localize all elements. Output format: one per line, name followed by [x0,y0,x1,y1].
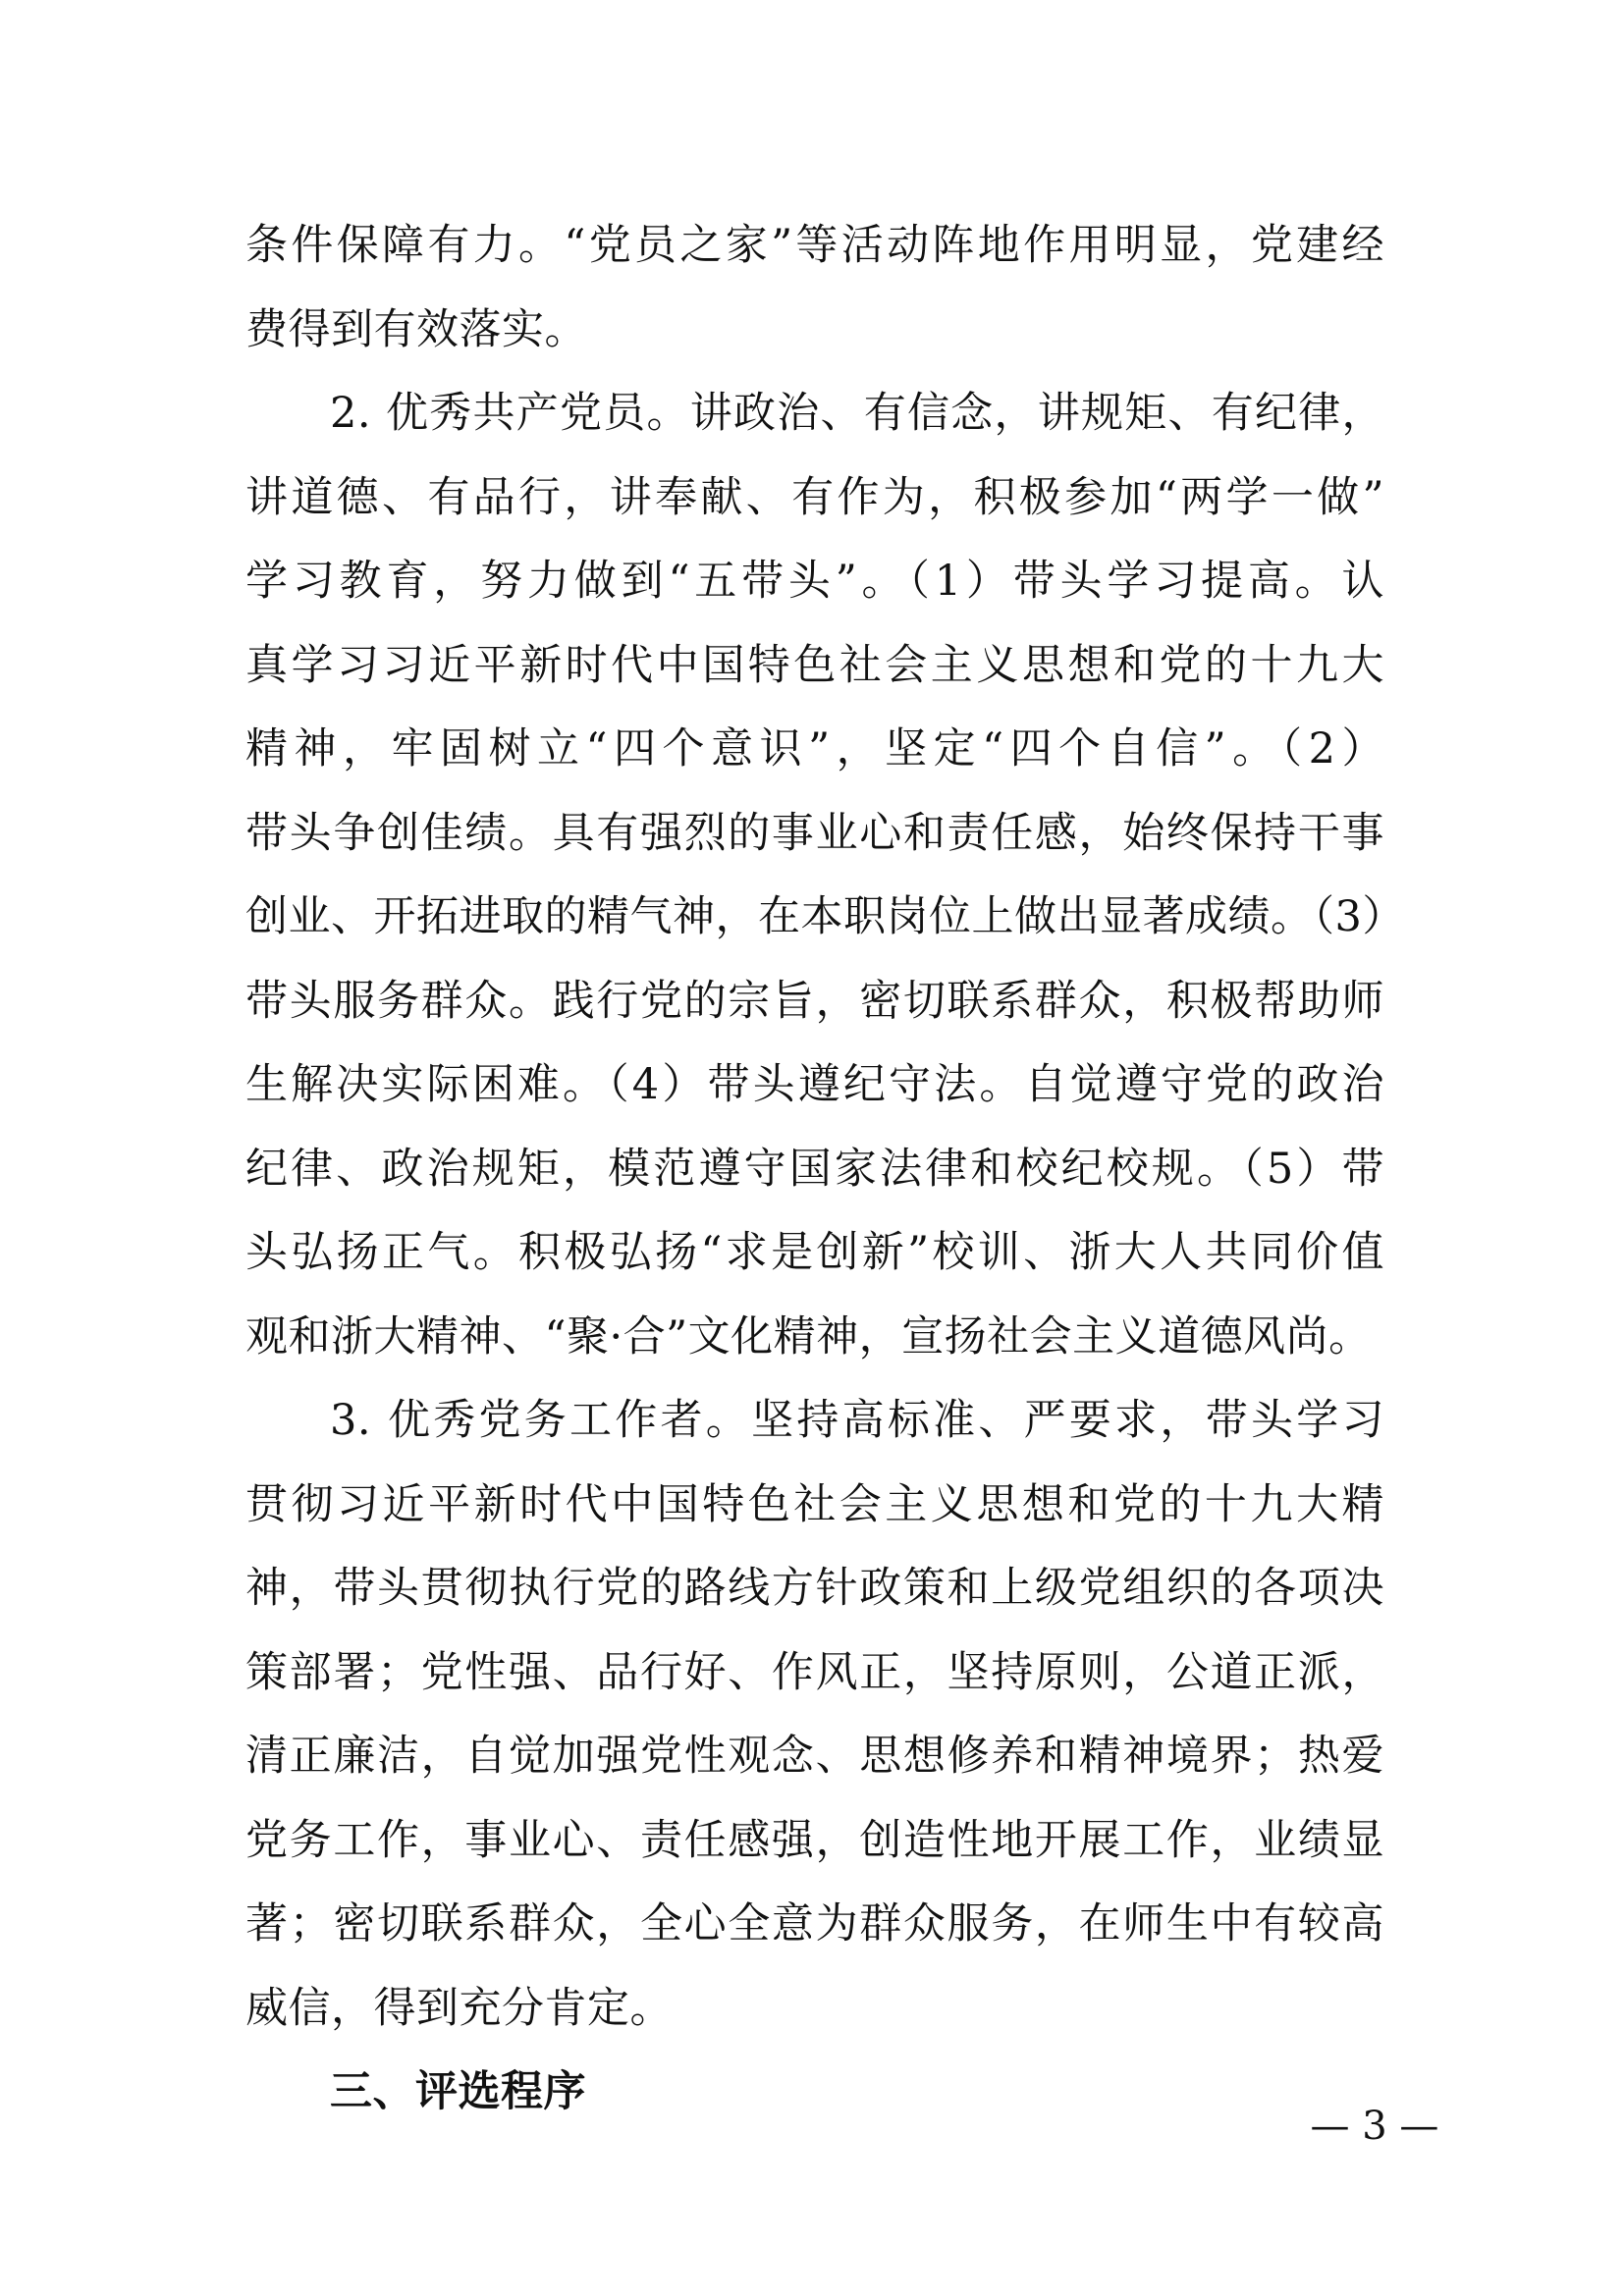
text-line: 创业、开拓进取的精气神，在本职岗位上做出显著成绩。（3） [245,892,1405,941]
text-line: 带头服务群众。践行党的宗旨，密切联系群众，积极帮助师 [245,976,1384,1026]
text-line: 策部署；党性强、品行好、作风正，坚持原则，公道正派， [245,1647,1384,1697]
text-line: 头弘扬正气。积极弘扬“求是创新”校训、浙大人共同价值 [245,1228,1384,1277]
text-line: 神，带头贯彻执行党的路线方针政策和上级党组织的各项决 [245,1564,1384,1613]
text-line: 著；密切联系群众，全心全意为群众服务，在师生中有较高 [245,1899,1384,1949]
paragraph-3-start: 3. 优秀党务工作者。坚持高标准、严要求，带头学习 [330,1396,1384,1445]
text-line: 学习教育，努力做到“五带头”。（1）带头学习提高。认 [245,557,1384,606]
text-line: 纪律、政治规矩，模范遵守国家法律和校纪校规。（5）带 [245,1144,1384,1194]
text-line: 费得到有效落实。 [245,304,587,354]
page-number: — 3 — [1310,2104,1439,2149]
text-line: 清正廉洁，自觉加强党性观念、思想修养和精神境界；热爱 [245,1732,1384,1781]
text-line: 生解决实际困难。（4）带头遵纪守法。自觉遵守党的政治 [245,1060,1384,1109]
text-line: 观和浙大精神、“聚·合”文化精神，宣扬社会主义道德风尚。 [245,1311,1372,1362]
section-heading: 三、评选程序 [330,2067,586,2116]
text-line: 条件保障有力。“党员之家”等活动阵地作用明显，党建经 [245,221,1384,270]
text-line: 带头争创佳绩。具有强烈的事业心和责任感，始终保持干事 [245,808,1384,858]
text-line: 威信，得到充分肯定。 [245,1983,673,2033]
paragraph-2-start: 2. 优秀共产党员。讲政治、有信念，讲规矩、有纪律， [330,389,1384,438]
text-line: 讲道德、有品行，讲奉献、有作为，积极参加“两学一做” [245,472,1384,522]
text-line: 贯彻习近平新时代中国特色社会主义思想和党的十九大精 [245,1479,1384,1529]
text-line: 真学习习近平新时代中国特色社会主义思想和党的十九大 [245,640,1384,690]
body-text [245,204,1405,2135]
text-line: 精神，牢固树立“四个意识”，坚定“四个自信”。（2） [245,724,1384,774]
text-line: 党务工作，事业心、责任感强，创造性地开展工作，业绩显 [245,1815,1384,1865]
